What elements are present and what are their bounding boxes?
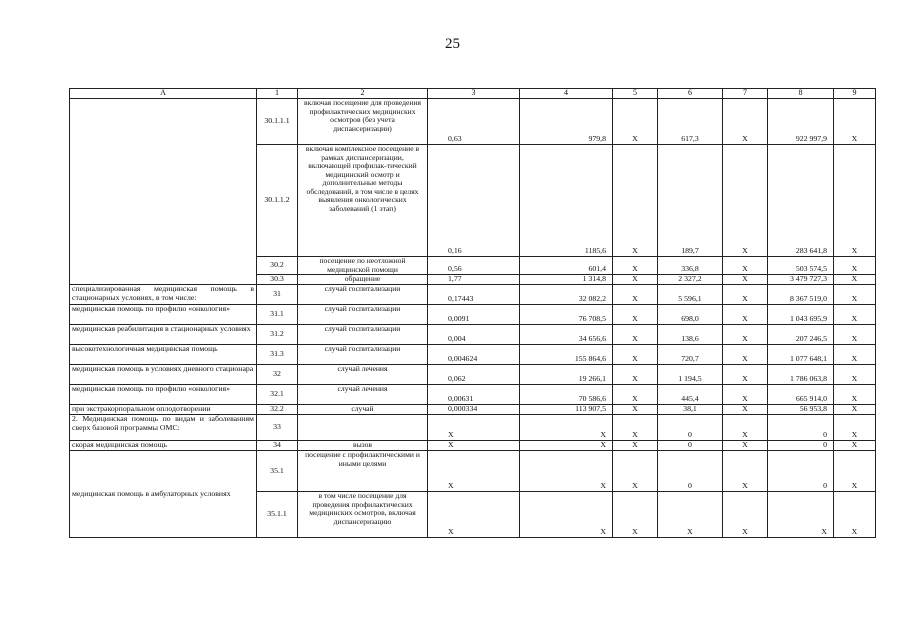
- cell-c8: 0: [768, 451, 834, 492]
- cell-c3: X: [428, 441, 520, 451]
- cell-c4: X: [520, 415, 613, 441]
- cell-c3: 0,17443: [428, 285, 520, 305]
- row-unit: случай лечения: [298, 385, 428, 405]
- cell-c9: X: [834, 257, 876, 275]
- cell-c6: 1 194,5: [658, 365, 723, 385]
- cell-c8: 0: [768, 415, 834, 441]
- cell-c5: X: [613, 451, 658, 492]
- cell-c7: X: [723, 275, 768, 285]
- row-unit: обращение: [298, 275, 428, 285]
- column-header: 4: [520, 89, 613, 99]
- cell-c5: X: [613, 365, 658, 385]
- cell-c4: 34 656,6: [520, 325, 613, 345]
- cell-c5: X: [613, 305, 658, 325]
- row-code: 30.3: [257, 275, 298, 285]
- cell-c8: 1 043 695,9: [768, 305, 834, 325]
- cell-c8: 283 641,8: [768, 145, 834, 257]
- cell-c7: X: [723, 99, 768, 145]
- table-row: [70, 415, 876, 441]
- row-description: медицинская помощь в амбулаторных условиях: [70, 451, 257, 538]
- row-code: 30.1.1.2: [257, 145, 298, 257]
- cell-c9: X: [834, 145, 876, 257]
- row-unit: случай госпитализации: [298, 305, 428, 325]
- cell-c4: 113 907,5: [520, 405, 613, 415]
- row-code: 35.1.1: [257, 492, 298, 538]
- cell-c6: X: [658, 492, 723, 538]
- cell-c6: 0: [658, 441, 723, 451]
- cell-c6: 38,1: [658, 405, 723, 415]
- cell-c9: X: [834, 405, 876, 415]
- cell-c5: X: [613, 385, 658, 405]
- row-description: 2. Медицинская помощь по видам и заболеваниям сверх базовой программы ОМС:: [70, 415, 257, 441]
- column-header: 3: [428, 89, 520, 99]
- cell-c7: X: [723, 285, 768, 305]
- cell-c8: 665 914,0: [768, 385, 834, 405]
- table-row: [70, 99, 876, 145]
- cell-c7: X: [723, 325, 768, 345]
- cell-c4: X: [520, 451, 613, 492]
- column-header: 7: [723, 89, 768, 99]
- row-description: при экстракорпоральном оплодотворении: [70, 405, 257, 415]
- cell-c6: 2 327,2: [658, 275, 723, 285]
- cell-c5: X: [613, 325, 658, 345]
- row-unit: посещение с профилактическими и иными целями: [298, 451, 428, 492]
- cell-c4: 601,4: [520, 257, 613, 275]
- cell-c6: 0: [658, 415, 723, 441]
- cell-c8: 503 574,5: [768, 257, 834, 275]
- cell-c7: X: [723, 257, 768, 275]
- data-table: [69, 88, 876, 538]
- cell-c5: X: [613, 145, 658, 257]
- row-unit: случай госпитализации: [298, 285, 428, 305]
- cell-c3: 0,0091: [428, 305, 520, 325]
- row-unit: [298, 415, 428, 441]
- cell-c8: 1 077 648,1: [768, 345, 834, 365]
- header-row: [70, 89, 876, 99]
- row-description: скорая медицинская помощь: [70, 441, 257, 451]
- cell-c5: X: [613, 285, 658, 305]
- cell-c9: X: [834, 99, 876, 145]
- cell-c6: 189,7: [658, 145, 723, 257]
- table-row: [70, 451, 876, 492]
- column-header: 8: [768, 89, 834, 99]
- cell-c3: 0,004: [428, 325, 520, 345]
- cell-c6: 617,3: [658, 99, 723, 145]
- column-header: 5: [613, 89, 658, 99]
- cell-c7: X: [723, 441, 768, 451]
- row-code: 32.1: [257, 385, 298, 405]
- cell-c8: 56 953,8: [768, 405, 834, 415]
- row-code: 30.2: [257, 257, 298, 275]
- row-description: специализированная медицинская помощь в стационарных условиях, в том числе:: [70, 285, 257, 305]
- cell-c9: X: [834, 345, 876, 365]
- cell-c8: 3 479 727,3: [768, 275, 834, 285]
- cell-c9: X: [834, 441, 876, 451]
- row-unit: включая посещение для проведения профилактических медицинских осмотров (без учета диспансеризации): [298, 99, 428, 145]
- cell-c5: X: [613, 257, 658, 275]
- column-header: 2: [298, 89, 428, 99]
- cell-c8: 207 246,5: [768, 325, 834, 345]
- row-code: 31: [257, 285, 298, 305]
- cell-c8: 922 997,9: [768, 99, 834, 145]
- cell-c4: X: [520, 492, 613, 538]
- cell-c5: X: [613, 492, 658, 538]
- cell-c3: X: [428, 492, 520, 538]
- cell-c3: 0,56: [428, 257, 520, 275]
- row-unit: в том числе посещение для проведения профилактических медицинских осмотров, включая диспансеризацию: [298, 492, 428, 538]
- cell-c6: 5 596,1: [658, 285, 723, 305]
- row-unit: случай лечения: [298, 365, 428, 385]
- cell-c9: X: [834, 492, 876, 538]
- cell-c6: 445,4: [658, 385, 723, 405]
- cell-c7: X: [723, 415, 768, 441]
- cell-c5: X: [613, 405, 658, 415]
- cell-c3: 0,00631: [428, 385, 520, 405]
- column-header: 1: [257, 89, 298, 99]
- cell-c7: X: [723, 365, 768, 385]
- column-header: 9: [834, 89, 876, 99]
- cell-c7: X: [723, 305, 768, 325]
- cell-c9: X: [834, 305, 876, 325]
- table-row: [70, 285, 876, 305]
- cell-c7: X: [723, 145, 768, 257]
- cell-c9: X: [834, 385, 876, 405]
- row-unit: включая комплексное посещение в рамках диспансеризации, включающей профилак-тический медицинский осмотр и дополнительные методы обследований, в том числе в целях выявления онкологических заболеваний (1 этап): [298, 145, 428, 257]
- table-row: [70, 365, 876, 385]
- cell-c9: X: [834, 365, 876, 385]
- column-header: 6: [658, 89, 723, 99]
- row-unit: посещение по неотложной медицинской помощи: [298, 257, 428, 275]
- cell-c3: 0,63: [428, 99, 520, 145]
- cell-c3: X: [428, 451, 520, 492]
- cell-c5: X: [613, 345, 658, 365]
- cell-c4: 19 266,1: [520, 365, 613, 385]
- row-description: медицинская помощь в условиях дневного стационара: [70, 365, 257, 385]
- cell-c9: X: [834, 451, 876, 492]
- cell-c7: X: [723, 451, 768, 492]
- page-number: 25: [445, 36, 460, 52]
- row-description: [70, 99, 257, 285]
- cell-c5: X: [613, 441, 658, 451]
- row-code: 33: [257, 415, 298, 441]
- cell-c4: 1 314,8: [520, 275, 613, 285]
- row-code: 31.3: [257, 345, 298, 365]
- row-unit: вызов: [298, 441, 428, 451]
- cell-c9: X: [834, 285, 876, 305]
- row-code: 31.1: [257, 305, 298, 325]
- row-code: 32: [257, 365, 298, 385]
- cell-c4: 979,8: [520, 99, 613, 145]
- cell-c9: X: [834, 415, 876, 441]
- row-description: медицинская реабилитация в стационарных условиях: [70, 325, 257, 345]
- table-row: [70, 345, 876, 365]
- cell-c4: 155 864,6: [520, 345, 613, 365]
- cell-c5: X: [613, 99, 658, 145]
- cell-c9: X: [834, 325, 876, 345]
- row-description: медицинская помощь по профилю «онкология»: [70, 305, 257, 325]
- table-row: [70, 385, 876, 405]
- cell-c8: 1 786 063,8: [768, 365, 834, 385]
- cell-c4: X: [520, 441, 613, 451]
- cell-c4: 76 708,5: [520, 305, 613, 325]
- table-row: [70, 325, 876, 345]
- cell-c3: 0,004624: [428, 345, 520, 365]
- cell-c6: 0: [658, 451, 723, 492]
- row-code: 35.1: [257, 451, 298, 492]
- cell-c3: X: [428, 415, 520, 441]
- cell-c6: 336,8: [658, 257, 723, 275]
- cell-c6: 720,7: [658, 345, 723, 365]
- cell-c5: X: [613, 275, 658, 285]
- cell-c8: 8 367 519,0: [768, 285, 834, 305]
- row-description: медицинская помощь по профилю «онкология»: [70, 385, 257, 405]
- cell-c6: 698,0: [658, 305, 723, 325]
- cell-c3: 0,062: [428, 365, 520, 385]
- table-row: [70, 305, 876, 325]
- row-code: 34: [257, 441, 298, 451]
- cell-c6: 138,6: [658, 325, 723, 345]
- cell-c3: 0,16: [428, 145, 520, 257]
- table-row: [70, 441, 876, 451]
- table-row: [70, 405, 876, 415]
- cell-c3: 0,000334: [428, 405, 520, 415]
- row-unit: случай госпитализации: [298, 325, 428, 345]
- cell-c4: 1185,6: [520, 145, 613, 257]
- cell-c4: 70 586,6: [520, 385, 613, 405]
- cell-c3: 1,77: [428, 275, 520, 285]
- cell-c7: X: [723, 405, 768, 415]
- row-code: 32.2: [257, 405, 298, 415]
- row-unit: случай: [298, 405, 428, 415]
- row-description: высокотехнологичная медицинская помощь: [70, 345, 257, 365]
- cell-c7: X: [723, 345, 768, 365]
- cell-c8: 0: [768, 441, 834, 451]
- cell-c5: X: [613, 415, 658, 441]
- row-code: 30.1.1.1: [257, 99, 298, 145]
- row-unit: случай госпитализации: [298, 345, 428, 365]
- cell-c7: X: [723, 385, 768, 405]
- cell-c9: X: [834, 275, 876, 285]
- row-code: 31.2: [257, 325, 298, 345]
- column-header: А: [70, 89, 257, 99]
- cell-c8: X: [768, 492, 834, 538]
- cell-c4: 32 082,2: [520, 285, 613, 305]
- cell-c7: X: [723, 492, 768, 538]
